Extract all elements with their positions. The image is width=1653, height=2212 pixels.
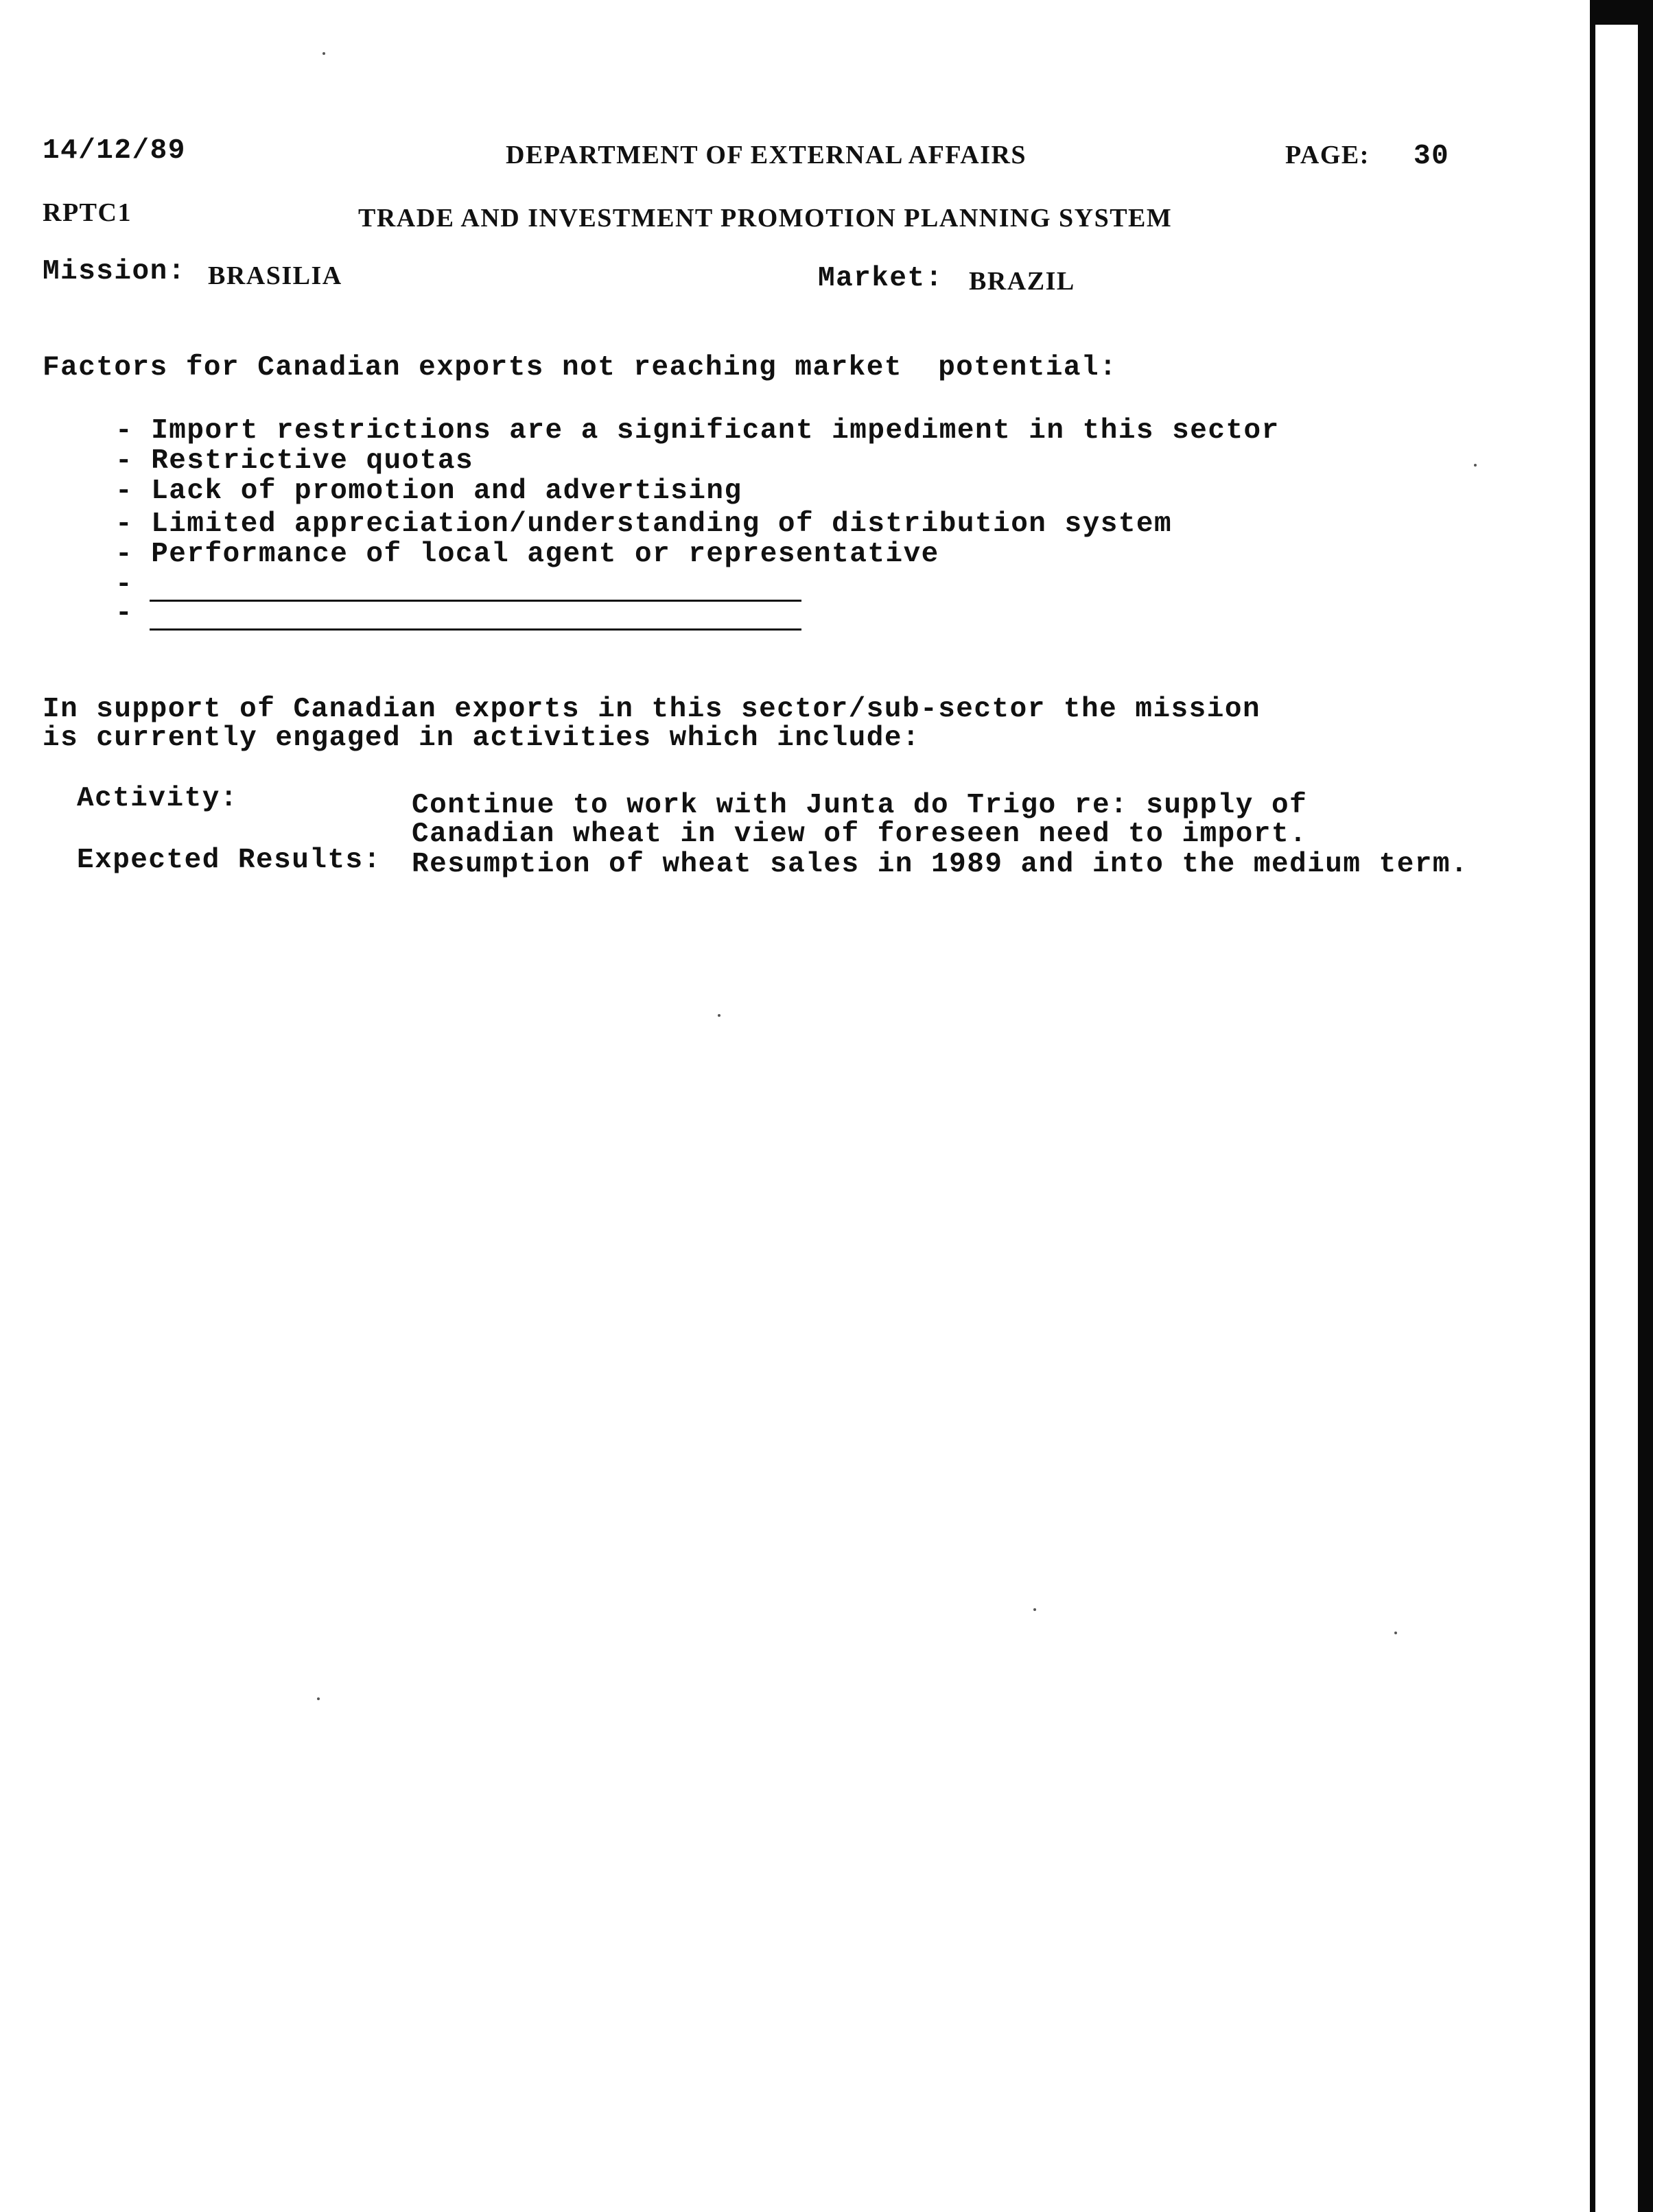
- department-title: DEPARTMENT OF EXTERNAL AFFAIRS: [506, 141, 1027, 169]
- factor-item: - Import restrictions are a significant impediment in this sector: [115, 415, 1280, 447]
- activity-label: Activity:: [77, 783, 238, 814]
- page-number: 30: [1414, 141, 1450, 172]
- market-value: BRAZIL: [969, 267, 1075, 296]
- mission-value: BRASILIA: [208, 261, 342, 290]
- scan-speck: [317, 1697, 320, 1700]
- factor-item: - Performance of local agent or representative: [115, 539, 939, 570]
- expected-results-text: Resumption of wheat sales in 1989 and into the medium term.: [412, 849, 1469, 880]
- factor-item: - Restrictive quotas: [115, 445, 474, 477]
- report-date: 14/12/89: [43, 135, 186, 167]
- mission-label: Mission:: [43, 256, 186, 287]
- report-code: RPTC1: [43, 198, 132, 227]
- factor-item: - Limited appreciation/understanding of distribution system: [115, 508, 1173, 540]
- blank-factor-line: [150, 600, 801, 602]
- factor-item: - Lack of promotion and advertising: [115, 475, 742, 507]
- market-label: Market:: [818, 263, 943, 294]
- blank-factor-marker: -: [115, 598, 134, 629]
- page-label: PAGE:: [1285, 141, 1370, 169]
- scan-speck: [1033, 1608, 1036, 1611]
- scan-speck: [323, 52, 325, 55]
- scan-speck: [1394, 1632, 1397, 1634]
- factors-heading: Factors for Canadian exports not reaching market potential:: [43, 352, 1118, 384]
- support-intro-line2: is currently engaged in activities which include:: [43, 722, 921, 754]
- scan-edge-line: [1590, 0, 1595, 2212]
- scan-speck: [718, 1014, 720, 1017]
- expected-results-label: Expected Results:: [77, 845, 382, 876]
- scan-speck: [1474, 464, 1477, 467]
- blank-factor-marker: -: [115, 569, 134, 600]
- support-intro-line1: In support of Canadian exports in this sector/sub-sector the mission: [43, 694, 1261, 725]
- scan-edge-line: [1638, 0, 1653, 2212]
- system-title: TRADE AND INVESTMENT PROMOTION PLANNING SYSTEM: [358, 204, 1173, 233]
- scan-edge-border: [1590, 0, 1653, 2212]
- blank-factor-line: [150, 628, 801, 631]
- activity-text-line2: Canadian wheat in view of foreseen need to import.: [412, 819, 1308, 850]
- activity-text-line1: Continue to work with Junta do Trigo re: supply of: [412, 790, 1308, 821]
